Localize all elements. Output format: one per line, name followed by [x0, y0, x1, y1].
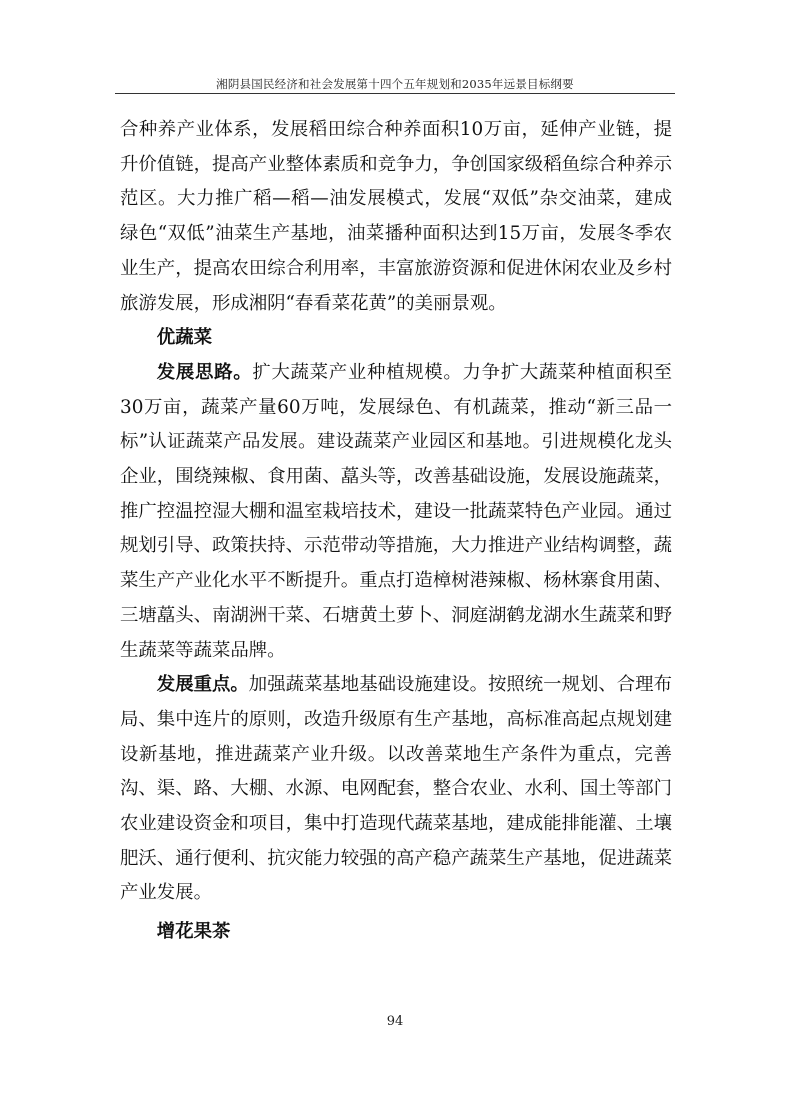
paragraph-text-ideas: 扩大蔬菜产业种植规模。力争扩大蔬菜种植面积至30万亩，蔬菜产量60万吨，发展绿色、有机蔬菜，推动“新三品一标”认证蔬菜产品发展。建设蔬菜产业园区和基地。引进规模化龙头企业，围绕辣椒、食用菌、藠头等，改善基础设施，发展设施蔬菜，推广控温控湿大棚和温室栽培技术，建设一批蔬菜特色产业园。通过规划引导、政策扶持、示范带动等措施，大力推进产业结构调整，蔬菜生产产业化水平不断提升。重点打造樟树港辣椒、杨林寨食用菌、三塘藠头、南湖洲干菜、石塘黄土萝卜、洞庭湖鹤龙湖水生蔬菜和野生蔬菜等蔬菜品牌。 — [120, 361, 672, 661]
paragraph-text-focus: 加强蔬菜基地基础设施建设。按照统一规划、合理布局、集中连片的原则，改造升级原有生产基地，高标准高起点规划建设新基地，推进蔬菜产业升级。以改善菜地生产条件为重点，完善沟、渠、路、大棚、水源、电网配套，整合农业、水利、国土等部门农业建设资金和项目，集中打造现代蔬菜基地，建成能排能灌、土壤肥沃、通行便利、抗灾能力较强的高产稳产蔬菜生产基地，促进蔬菜产业发展。 — [120, 674, 672, 904]
paragraph-lead-ideas: 发展思路。 — [156, 361, 253, 383]
section-heading-flowers-fruit-tea: 增花果茶 — [156, 921, 231, 943]
page-body — [120, 113, 672, 950]
section-heading-vegetables: 优蔬菜 — [156, 327, 212, 349]
paragraph-continued: 合种养产业体系，发展稻田综合种养面积10万亩，延伸产业链，提升价值链，提高产业整体素质和竞争力，争创国家级稻鱼综合种养示范区。大力推广稻—稻—油发展模式，发展“双低”杂交油菜，建成绿色“双低”油菜生产基地，油菜播种面积达到15万亩，发展冬季农业生产，提高农田综合利用率，丰富旅游资源和促进休闲农业及乡村旅游发展，形成湘阴“春看菜花黄”的美丽景观。 — [120, 119, 672, 314]
header-divider — [115, 93, 675, 94]
paragraph-lead-focus: 发展重点。 — [156, 674, 249, 696]
paragraph-development-focus — [120, 668, 672, 911]
page-number: 94 — [386, 1014, 404, 1029]
paragraph-development-ideas — [120, 356, 672, 668]
running-header: 湘阴县国民经济和社会发展第十四个五年规划和2035年远景目标纲要 — [216, 77, 574, 91]
